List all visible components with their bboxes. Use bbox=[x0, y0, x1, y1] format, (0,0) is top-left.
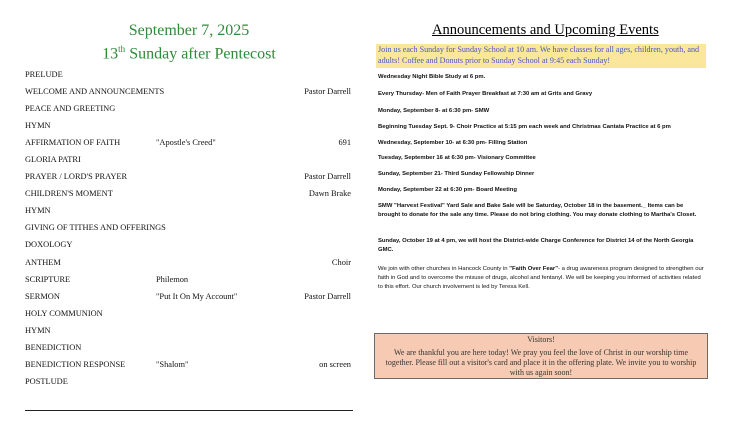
order-item: HYMN bbox=[25, 206, 51, 215]
order-item: PEACE AND GREETING bbox=[25, 104, 116, 113]
order-row bbox=[25, 204, 351, 218]
order-row bbox=[25, 341, 351, 355]
order-row bbox=[25, 187, 351, 201]
faith-text-pre: We join with other churches in Hancock County in bbox=[378, 266, 510, 272]
service-date: September 7, 2025 bbox=[128, 22, 250, 39]
announcement: Tuesday, September 16 at 6:30 pm- Visionary Committee bbox=[378, 155, 536, 161]
faith-text-post: - a drug awareness program designed to strengthen our faith in God and to overcome the misuse of drugs, alcohol and fentanyl. We will be keeping you informed of activities related to this effort. Our church involvement is led by Teresa Kell. bbox=[378, 266, 704, 290]
order-leader: Pastor Darrell bbox=[304, 87, 351, 96]
order-item: CHILDREN'S MOMENT bbox=[25, 189, 113, 198]
announcement: Beginning Tuesday Sept. 9- Choir Practice at 5:15 pm each week and Christmas Cantata Practice at 6 pm bbox=[378, 124, 671, 130]
order-item: ANTHEM bbox=[25, 258, 61, 267]
order-row bbox=[25, 307, 351, 321]
order-item: PRELUDE bbox=[25, 70, 63, 79]
announcement: Sunday, September 21- Third Sunday Fellowship Dinner bbox=[378, 171, 535, 177]
announcement: Monday, September 8- at 6:30 pm- SMW bbox=[378, 108, 490, 114]
order-row bbox=[25, 221, 351, 235]
order-item: BENEDICTION RESPONSE bbox=[25, 360, 126, 369]
visitors-box bbox=[374, 333, 708, 379]
order-item: WELCOME AND ANNOUNCEMENTS bbox=[25, 87, 165, 96]
order-leader: 691 bbox=[338, 138, 351, 147]
order-leader: Choir bbox=[331, 258, 351, 267]
announcements-page bbox=[372, 0, 722, 443]
announcement: SMW "Harvest Festival" Yard Sale and Bake Sale will be Saturday, October 18 in the basement._ Items can be brought to donate for the sale any time. Please do not bring clothing. You may donate clothing to Martha's Closet. bbox=[378, 203, 697, 218]
order-detail: "Shalom" bbox=[156, 360, 189, 369]
order-detail: "Put It On My Account" bbox=[156, 292, 238, 301]
announcement: Wednesday Night Bible Study at 6 pm. bbox=[378, 74, 486, 80]
order-leader: Dawn Brake bbox=[308, 189, 351, 198]
announcement: Every Thursday- Men of Faith Prayer Breakfast at 7:30 am at Grits and Gravy bbox=[378, 91, 593, 97]
order-row bbox=[25, 136, 351, 150]
order-item: BENEDICTION bbox=[25, 343, 82, 352]
order-row bbox=[25, 102, 351, 116]
order-row bbox=[25, 358, 351, 372]
sunday-number: 13 bbox=[102, 45, 119, 63]
announcement: Monday, September 22 at 6:30 pm- Board Meeting bbox=[378, 187, 518, 193]
order-item: DOXOLOGY bbox=[25, 240, 73, 249]
order-leader: Pastor Darrell bbox=[304, 172, 351, 181]
order-leader: on screen bbox=[319, 360, 351, 369]
order-item: SERMON bbox=[25, 292, 60, 301]
order-detail: "Apostle's Creed" bbox=[156, 138, 216, 147]
order-row bbox=[25, 256, 351, 270]
order-row bbox=[25, 85, 351, 99]
divider bbox=[25, 410, 353, 411]
order-item: HYMN bbox=[25, 121, 51, 130]
visitors-text: We are thankful you are here today! We pray you feel the love of Christ in our worship time together. Please fill out a visitor's card and place it in the offering plate. We invite you to worship with us again soon! bbox=[385, 348, 697, 377]
announcement: Sunday, October 19 at 4 pm, we will host the District-wide Charge Conference for District 14 of the North Georgia GMC. bbox=[378, 238, 694, 253]
visitors-heading: Visitors! bbox=[527, 335, 555, 344]
order-item: POSTLUDE bbox=[25, 377, 68, 386]
order-item: GIVING OF TITHES AND OFFERINGS bbox=[25, 223, 166, 232]
order-item: PRAYER / LORD'S PRAYER bbox=[25, 172, 128, 181]
faith-program-name: "Faith Over Fear" bbox=[509, 266, 558, 272]
order-item: AFFIRMATION OF FAITH bbox=[25, 138, 121, 147]
order-item: SCRIPTURE bbox=[25, 275, 71, 284]
order-row bbox=[25, 68, 351, 82]
sunday-rest: Sunday after Pentecost bbox=[125, 45, 276, 63]
order-row bbox=[25, 375, 351, 389]
liturgical-day bbox=[0, 44, 378, 63]
faith-over-fear-paragraph bbox=[378, 265, 706, 292]
order-detail: Philemon bbox=[156, 275, 189, 284]
order-item: GLORIA PATRI bbox=[25, 155, 81, 164]
order-row bbox=[25, 153, 351, 167]
order-row bbox=[25, 119, 351, 133]
announcement: Wednesday, September 10- at 6:30 pm- Filling Station bbox=[378, 140, 528, 146]
sunday-suffix: th bbox=[118, 44, 126, 54]
sunday-school-highlight: Join us each Sunday for Sunday School at 10 am. We have classes for all ages, children, youth, and adults! Coffee and Donuts prior to Sunday School at 9:45 each Sunday! bbox=[376, 44, 706, 68]
order-item: HYMN bbox=[25, 326, 51, 335]
announcements-title: Announcements and Upcoming Events bbox=[432, 22, 659, 38]
order-leader: Pastor Darrell bbox=[304, 292, 351, 301]
order-row bbox=[25, 170, 351, 184]
order-row bbox=[25, 324, 351, 338]
order-row bbox=[25, 273, 351, 287]
order-item: HOLY COMMUNION bbox=[25, 309, 103, 318]
order-row bbox=[25, 290, 351, 304]
order-row bbox=[25, 238, 351, 252]
